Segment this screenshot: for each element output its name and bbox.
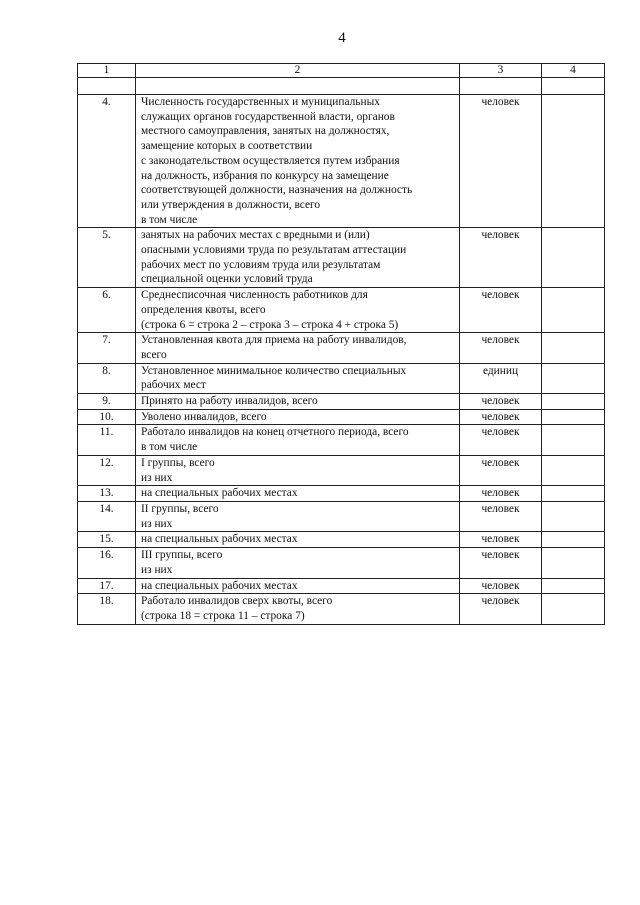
row-unit: человек — [460, 501, 542, 531]
row-number: 12. — [78, 455, 136, 485]
table-row — [78, 228, 605, 288]
row-value — [542, 532, 605, 548]
row-value — [542, 578, 605, 594]
row-unit: человек — [460, 288, 542, 333]
table-row — [78, 288, 605, 333]
row-description: Среднесписочная численность работников для определения квоты, всего (строка 6 = строка 2 – строка 3 – строка 4 + строка 5) — [136, 288, 460, 333]
row-unit: человек — [460, 578, 542, 594]
row-description: занятых на рабочих местах с вредными и (или) опасными условиями труда по результатам аттестации рабочих мест по условиям труда или результатам специальной оценки условий труда — [136, 228, 460, 288]
row-number: 4. — [78, 95, 136, 228]
table-row — [78, 425, 605, 455]
row-unit: человек — [460, 532, 542, 548]
table-row — [78, 548, 605, 578]
row-description: Численность государственных и муниципальных служащих органов государственной власти, органов местного самоуправления, занятых на должностях, замещение которых в соответствии с законодательством осуществляется путем избрания на должность, избрания по конкурсу на замещение соответствующей должности, назначения на должность или утверждения в должности, всего в том числе — [136, 95, 460, 228]
row-number: 14. — [78, 501, 136, 531]
table-row — [78, 578, 605, 594]
empty-cell — [136, 78, 460, 95]
row-unit: человек — [460, 95, 542, 228]
row-description: на специальных рабочих местах — [136, 578, 460, 594]
row-number: 11. — [78, 425, 136, 455]
row-number: 8. — [78, 363, 136, 393]
table-row — [78, 501, 605, 531]
row-value — [542, 333, 605, 363]
row-value — [542, 425, 605, 455]
row-unit: человек — [460, 333, 542, 363]
row-unit: человек — [460, 228, 542, 288]
row-number: 17. — [78, 578, 136, 594]
table-spacer-row — [78, 78, 605, 95]
column-header: 4 — [542, 64, 605, 78]
row-unit: человек — [460, 425, 542, 455]
column-header: 2 — [136, 64, 460, 78]
row-value — [542, 409, 605, 425]
row-value — [542, 394, 605, 410]
row-unit: единиц — [460, 363, 542, 393]
row-number: 18. — [78, 594, 136, 624]
row-unit: человек — [460, 594, 542, 624]
row-description: I группы, всего из них — [136, 455, 460, 485]
row-description: на специальных рабочих местах — [136, 532, 460, 548]
row-number: 10. — [78, 409, 136, 425]
row-value — [542, 228, 605, 288]
table-row — [78, 95, 605, 228]
row-number: 16. — [78, 548, 136, 578]
page-number: 4 — [338, 30, 346, 46]
row-description: Уволено инвалидов, всего — [136, 409, 460, 425]
row-description: Установленное минимальное количество специальных рабочих мест — [136, 363, 460, 393]
row-number: 5. — [78, 228, 136, 288]
row-value — [542, 363, 605, 393]
row-number: 9. — [78, 394, 136, 410]
table-header-row — [78, 64, 605, 78]
row-description: II группы, всего из них — [136, 501, 460, 531]
row-unit: человек — [460, 394, 542, 410]
table-row — [78, 532, 605, 548]
row-description: Работало инвалидов сверх квоты, всего (строка 18 = строка 11 – строка 7) — [136, 594, 460, 624]
row-description: III группы, всего из них — [136, 548, 460, 578]
row-number: 15. — [78, 532, 136, 548]
empty-cell — [542, 78, 605, 95]
table-row — [78, 594, 605, 624]
row-unit: человек — [460, 455, 542, 485]
row-value — [542, 548, 605, 578]
row-description: Работало инвалидов на конец отчетного периода, всего в том числе — [136, 425, 460, 455]
row-unit: человек — [460, 409, 542, 425]
table-row — [78, 409, 605, 425]
table-row — [78, 486, 605, 502]
table-row — [78, 363, 605, 393]
row-description: Установленная квота для приема на работу инвалидов, всего — [136, 333, 460, 363]
row-description: Принято на работу инвалидов, всего — [136, 394, 460, 410]
row-description: на специальных рабочих местах — [136, 486, 460, 502]
empty-cell — [78, 78, 136, 95]
report-table — [77, 63, 605, 625]
row-value — [542, 594, 605, 624]
empty-cell — [460, 78, 542, 95]
row-value — [542, 288, 605, 333]
row-value — [542, 455, 605, 485]
row-number: 6. — [78, 288, 136, 333]
table-row — [78, 333, 605, 363]
row-value — [542, 501, 605, 531]
row-unit: человек — [460, 548, 542, 578]
row-number: 13. — [78, 486, 136, 502]
row-number: 7. — [78, 333, 136, 363]
column-header: 1 — [78, 64, 136, 78]
column-header: 3 — [460, 64, 542, 78]
table-row — [78, 394, 605, 410]
row-value — [542, 486, 605, 502]
row-unit: человек — [460, 486, 542, 502]
table-row — [78, 455, 605, 485]
row-value — [542, 95, 605, 228]
